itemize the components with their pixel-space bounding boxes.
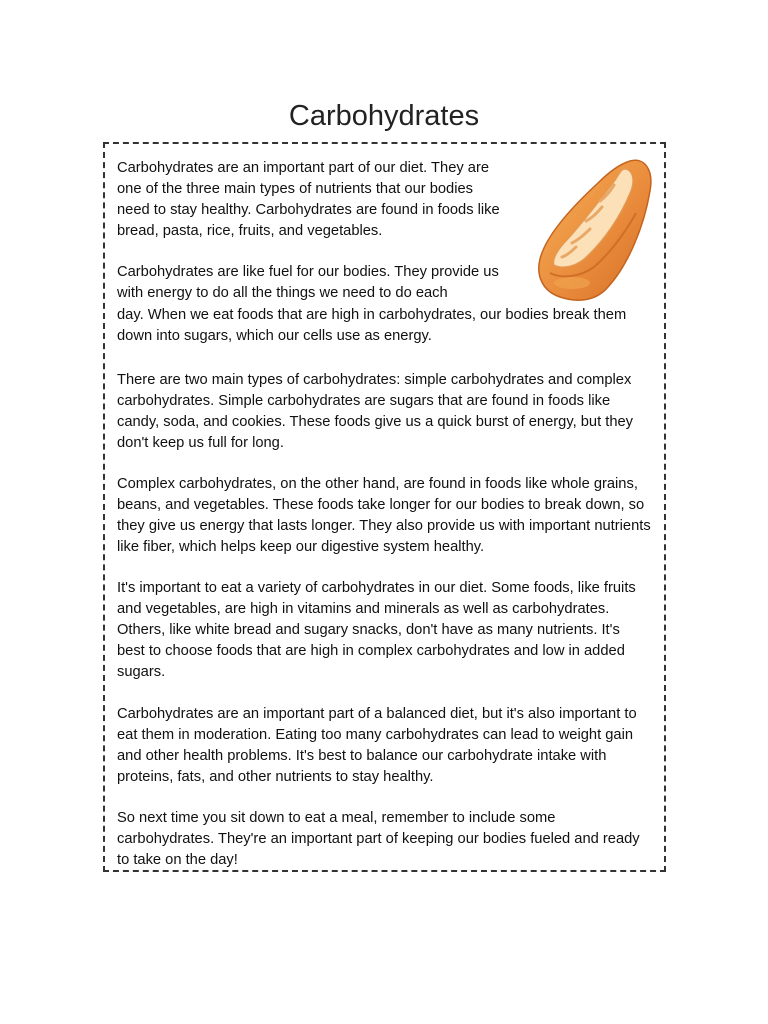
paragraph-variety: It's important to eat a variety of carbohydrates in our diet. Some foods, like fruits and vegetables, are high in vitamins and minerals as well as carbohydrates. Others, like white bread and sugary snacks, don't have as many nutrients. It's best to choose foods that are high in complex carbohydrates and low in added sugars. — [117, 580, 636, 680]
paragraph-intro: Carbohydrates are an important part of our diet. They are one of the three main types of nutrients that our bodies need to stay healthy. Carbohydrates are found in foods like bread, pasta, rice, fruits, and vegetables. — [117, 160, 500, 239]
page-title: Carbohydrates — [288, 100, 480, 132]
paragraph-fuel-part2: day. When we eat foods that are high in carbohydrates, our bodies break them down into sugars, which our cells use as energy. — [117, 307, 627, 344]
paragraph-conclusion: So next time you sit down to eat a meal, remember to include some carbohydrates. They're an important part of keeping our bodies fueled and ready to take on the day! — [117, 810, 640, 868]
bread-loaf-icon — [532, 155, 658, 305]
paragraph-fuel-part1: Carbohydrates are like fuel for our bodies. They provide us with energy to do all the things we need to do each — [117, 264, 499, 301]
paragraph-moderation: Carbohydrates are an important part of a balanced diet, but it's also important to eat them in moderation. Eating too many carbohydrates can lead to weight gain and other health problems. It's best to balance our carbohydrate intake with proteins, fats, and other nutrients to stay healthy. — [117, 706, 637, 785]
paragraph-types: There are two main types of carbohydrates: simple carbohydrates and complex carbohydrates. Simple carbohydrates are sugars that are found in foods like candy, soda, and cookies. These foods give us a quick burst of energy, but they don't keep us full for long. — [117, 372, 634, 451]
paragraph-complex: Complex carbohydrates, on the other hand, are found in foods like whole grains, beans, and vegetables. These foods take longer for our bodies to break down, so they give us energy that lasts longer. They also provide us with important nutrients like fiber, which helps keep our digestive system healthy. — [117, 476, 651, 555]
